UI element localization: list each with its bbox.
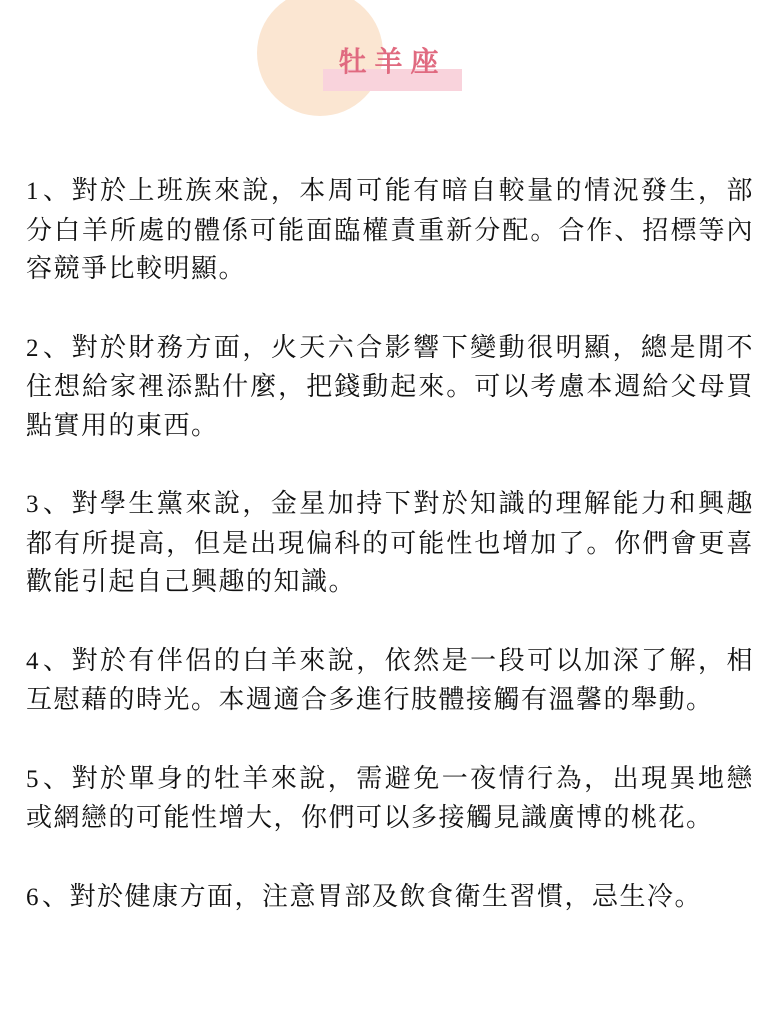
horoscope-item-1 — [26, 172, 754, 289]
page-title: 牡羊座 — [338, 45, 447, 78]
item-number: 2 — [26, 334, 40, 362]
header — [0, 0, 768, 130]
item-number: 5 — [26, 765, 40, 793]
item-text: 、對於有伴侶的白羊來說，依然是一段可以加深了解，相互慰藉的時光。本週適合多進行肢體接觸有溫馨的舉動。 — [26, 645, 754, 715]
item-text: 、對於財務方面，火天六合影響下變動很明顯，總是閒不住想給家裡添點什麼，把錢動起來。可以考慮本週給父母買點實用的東西。 — [26, 332, 754, 441]
item-text: 、對於健康方面，注意胃部及飲食衛生習慣，忌生冷。 — [42, 881, 703, 912]
item-number: 4 — [26, 647, 40, 675]
item-number: 1 — [26, 178, 40, 205]
horoscope-list — [26, 172, 754, 957]
item-text: 、對學生黨來說，金星加持下對於知識的理解能力和興趣都有所提高，但是出現偏科的可能性也增加了。你們會更喜歡能引起自己興趣的知識。 — [26, 489, 754, 597]
item-number: 3 — [26, 491, 40, 518]
item-text: 、對於上班族來說，本周可能有暗自較量的情況發生，部分白羊所處的體係可能面臨權責重新分配。合作、招標等內容競爭比較明顯。 — [26, 176, 754, 284]
horoscope-item-3 — [26, 485, 754, 602]
item-number: 6 — [26, 883, 40, 911]
horoscope-item-5 — [26, 760, 754, 838]
item-text: 、對於單身的牡羊來說，需避免一夜情行為，出現異地戀或網戀的可能性增大，你們可以多接觸見識廣博的桃花。 — [26, 763, 754, 833]
horoscope-item-4 — [26, 642, 754, 720]
horoscope-item-2 — [26, 329, 754, 446]
horoscope-item-6 — [26, 878, 754, 918]
